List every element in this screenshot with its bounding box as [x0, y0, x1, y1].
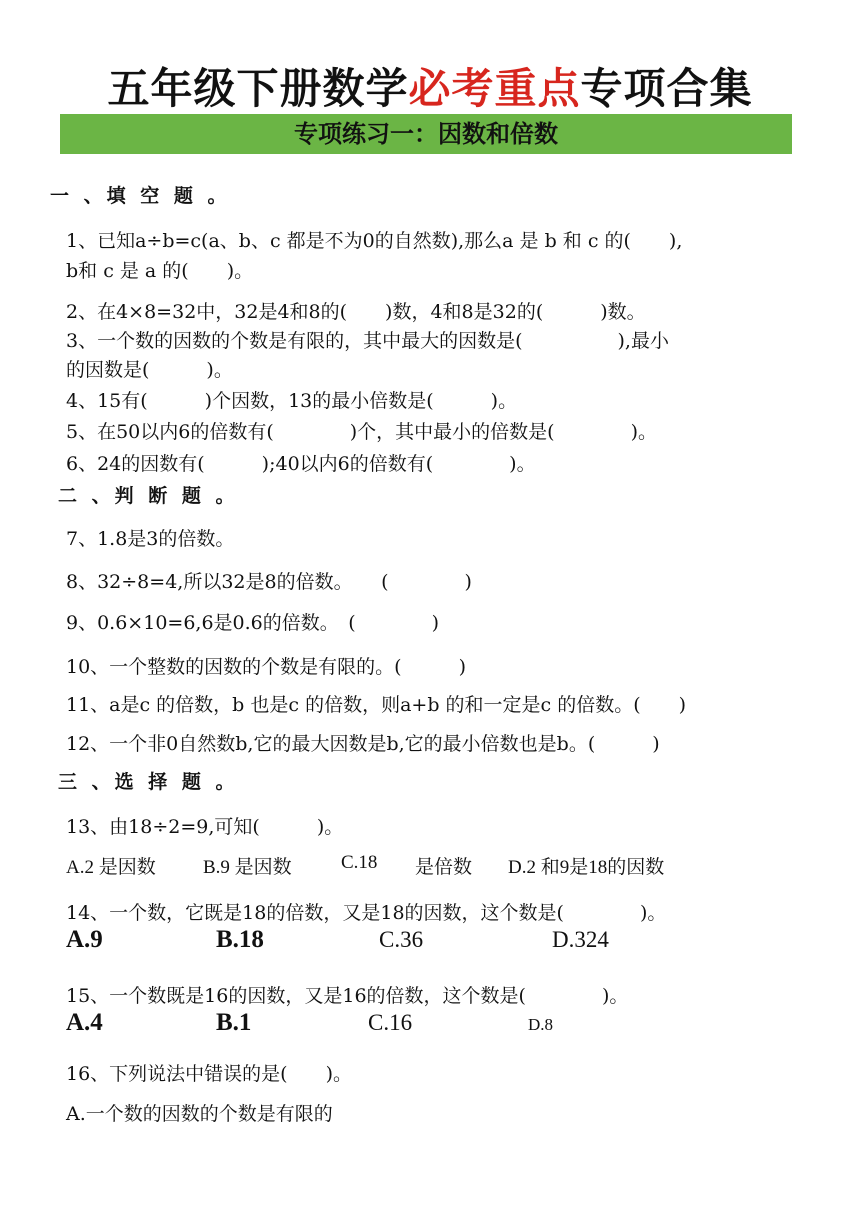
question-7: 7、1.8是3的倍数。: [66, 528, 235, 550]
question-14: 14、一个数，它既是18的倍数，又是18的因数，这个数是( )。: [66, 902, 667, 924]
title-part1: 五年级下册数学: [107, 64, 409, 113]
question-15: 15、一个数既是16的因数，又是16的倍数，这个数是( )。: [66, 985, 629, 1007]
page-title: [0, 56, 860, 116]
question-4: 4、15有( )个因数，13的最小倍数是( )。: [66, 390, 518, 412]
q14-option-b: B.18: [216, 926, 264, 953]
q13-option-c-suffix: 是倍数: [415, 857, 473, 878]
question-5: 5、在50以内6的倍数有( )个，其中最小的倍数是( )。: [66, 421, 658, 443]
question-10: 10、一个整数的因数的个数是有限的。( ): [66, 656, 467, 678]
q14-option-a: A.9: [66, 926, 103, 953]
question-9: 9、0.6×10=6,6是0.6的倍数。 ( ): [66, 612, 440, 634]
question-3-line2: 的因数是( )。: [66, 359, 233, 381]
q16-option-a: A.一个数的因数的个数是有限的: [66, 1103, 333, 1125]
question-16: 16、下列说法中错误的是( )。: [66, 1063, 353, 1085]
question-12: 12、一个非0自然数b,它的最大因数是b,它的最小倍数也是b。( ): [66, 733, 660, 755]
q15-option-b: B.1: [216, 1009, 252, 1036]
q14-option-c: C.36: [379, 927, 424, 952]
question-13: 13、由18÷2=9,可知( )。: [66, 816, 344, 838]
question-1-line1: 1、已知a÷b=c(a、b、c 都是不为0的自然数),那么a 是 b 和 c 的( ),: [66, 230, 683, 252]
question-1-line2: b和 c 是 a 的( )。: [66, 260, 254, 282]
q13-option-d: D.2 和9是18的因数: [508, 857, 665, 878]
q13-option-a: A.2 是因数: [66, 857, 156, 878]
q13-option-c: C.18: [341, 852, 378, 873]
question-3-line1: 3、一个数的因数的个数是有限的，其中最大的因数是( ),最小: [66, 330, 669, 352]
section-true-false: 二 、判 断 题 。: [58, 485, 239, 507]
title-highlight: 必考重点: [408, 64, 581, 113]
question-11: 11、a是c 的倍数，b 也是c 的倍数，则a+b 的和一定是c 的倍数。( ): [66, 694, 687, 716]
q15-option-a: A.4: [66, 1009, 103, 1036]
section-multiple-choice: 三 、选 择 题 。: [58, 771, 239, 793]
question-2: 2、在4×8=32中，32是4和8的( )数，4和8是32的( )数。: [66, 301, 646, 323]
section-banner: [60, 114, 792, 154]
banner-text: 专项练习一：因数和倍数: [294, 120, 558, 148]
title-part2: 专项合集: [580, 64, 753, 113]
q15-option-c: C.16: [368, 1010, 413, 1035]
q15-option-d: D.8: [528, 1015, 554, 1034]
question-8: 8、32÷8=4,所以32是8的倍数。 ( ): [66, 571, 472, 593]
q13-option-b: B.9 是因数: [203, 857, 292, 878]
question-6: 6、24的因数有( );40以内6的倍数有( )。: [66, 453, 536, 475]
q14-option-d: D.324: [552, 927, 609, 952]
section-fill-blank: 一 、填 空 题 。: [50, 185, 231, 207]
